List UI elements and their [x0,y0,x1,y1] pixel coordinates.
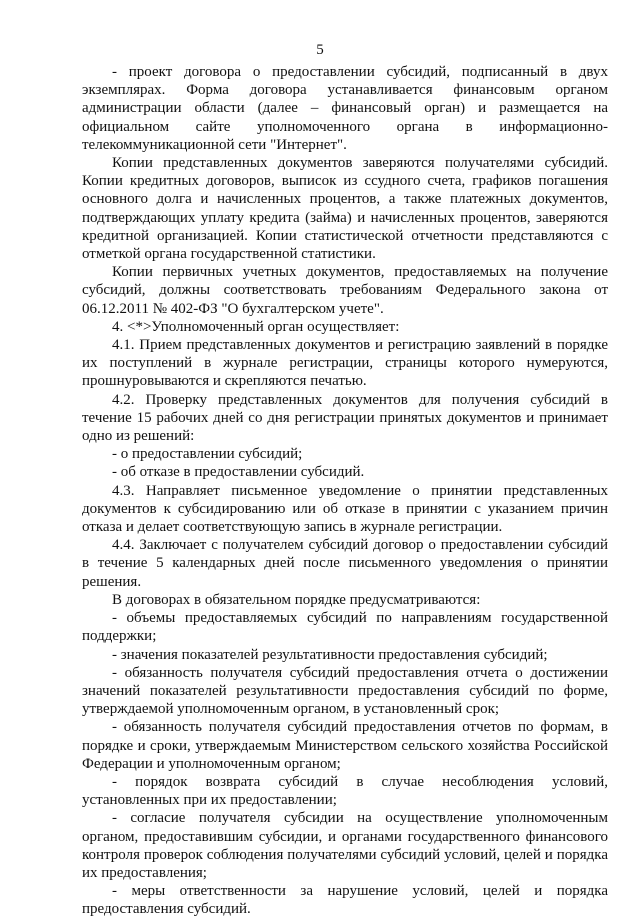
list-item-refusal-decision: - об отказе в предоставлении субсидий. [112,464,365,481]
list-item-report-obligation: - обязанность получателя субсидий предоставления отчета о достижении значений показателей результативности предоставления субсидий по форме, утверждаемой уполномоченным органом, в установленный срок; [82,664,608,718]
paragraph-4-2: 4.2. Проверку представленных документов для получения субсидий в течение 15 рабочих дней со дня регистрации принятых документов и принимает одно из решений: [82,391,608,445]
paragraph-copies-certification: Копии представленных документов заверяются получателями субсидий. Копии кредитных договоров, выписок из ссудного счета, графиков погашения основного долга и начисленных процентов, а также платежных документов, подтверждающих уплату кредита (займа) и начисленных процентов, заверяются кредитной организацией. Копии статистической отчетности представляются с отметкой органа государственной статистики. [82,155,608,263]
paragraph-authority-duties: 4. <*>Уполномоченный орган осуществляет: [112,318,400,335]
paragraph-4-1: 4.1. Прием представленных документов и регистрацию заявлений в порядке их поступлений в журнале регистрации, страницы которого нумеруются, прошнуровываются и скрепляются печатью. [82,337,608,390]
paragraph-contract-terms-intro: В договорах в обязательном порядке предусматриваются: [112,591,481,608]
document-body [82,63,608,919]
paragraph-4-3: 4.3. Направляет письменное уведомление о принятии представленных документов к субсидированию или об отказе в принятии с указанием причин отказа и делает соответствующую запись в журнале регистрации. [82,482,608,536]
list-item-grant-decision: - о предоставлении субсидий; [112,446,303,463]
list-item-audit-consent: - согласие получателя субсидии на осуществление уполномоченным органом, предоставившим субсидии, и органами государственного финансового контроля проверок соблюдения получателями субсидий условий, целей и порядка их предоставления; [82,810,608,881]
list-item-performance-indicators: - значения показателей результативности предоставления субсидий; [112,646,548,663]
paragraph-primary-documents: Копии первичных учетных документов, предоставляемых на получение субсидий, должны соответствовать требованиям Федерального закона от 06.12.2011 № 402-ФЗ "О бухгалтерском учете". [82,264,608,317]
list-item-refund-procedure: - порядок возврата субсидий в случае несоблюдения условий, установленных при их предоставлении; [82,773,608,809]
list-item-liability-measures: - меры ответственности за нарушение условий, целей и порядка предоставления субсидий. [82,883,608,918]
paragraph-4-4: 4.4. Заключает с получателем субсидий договор о предоставлении субсидий в течение 5 календарных дней после письменного уведомления о принятии решения. [82,537,608,590]
list-item-reports-forms: - обязанность получателя субсидий предоставления отчетов по формам, в порядке и сроки, утверждаемым Министерством сельского хозяйства Российской Федерации и уполномоченным органом; [82,719,608,772]
page-number: 5 [316,42,324,58]
list-item-subsidy-volumes: - объемы предоставляемых субсидий по направлениям государственной поддержки; [82,610,608,645]
paragraph-contract-draft: - проект договора о предоставлении субсидий, подписанный в двух экземплярах. Форма договора устанавливается финансовым органом администрации области (далее – финансовый орган) и размещается на официальном сайте уполномоченного органа в информационно-телекоммуникационной сети "Интернет". [82,64,608,153]
